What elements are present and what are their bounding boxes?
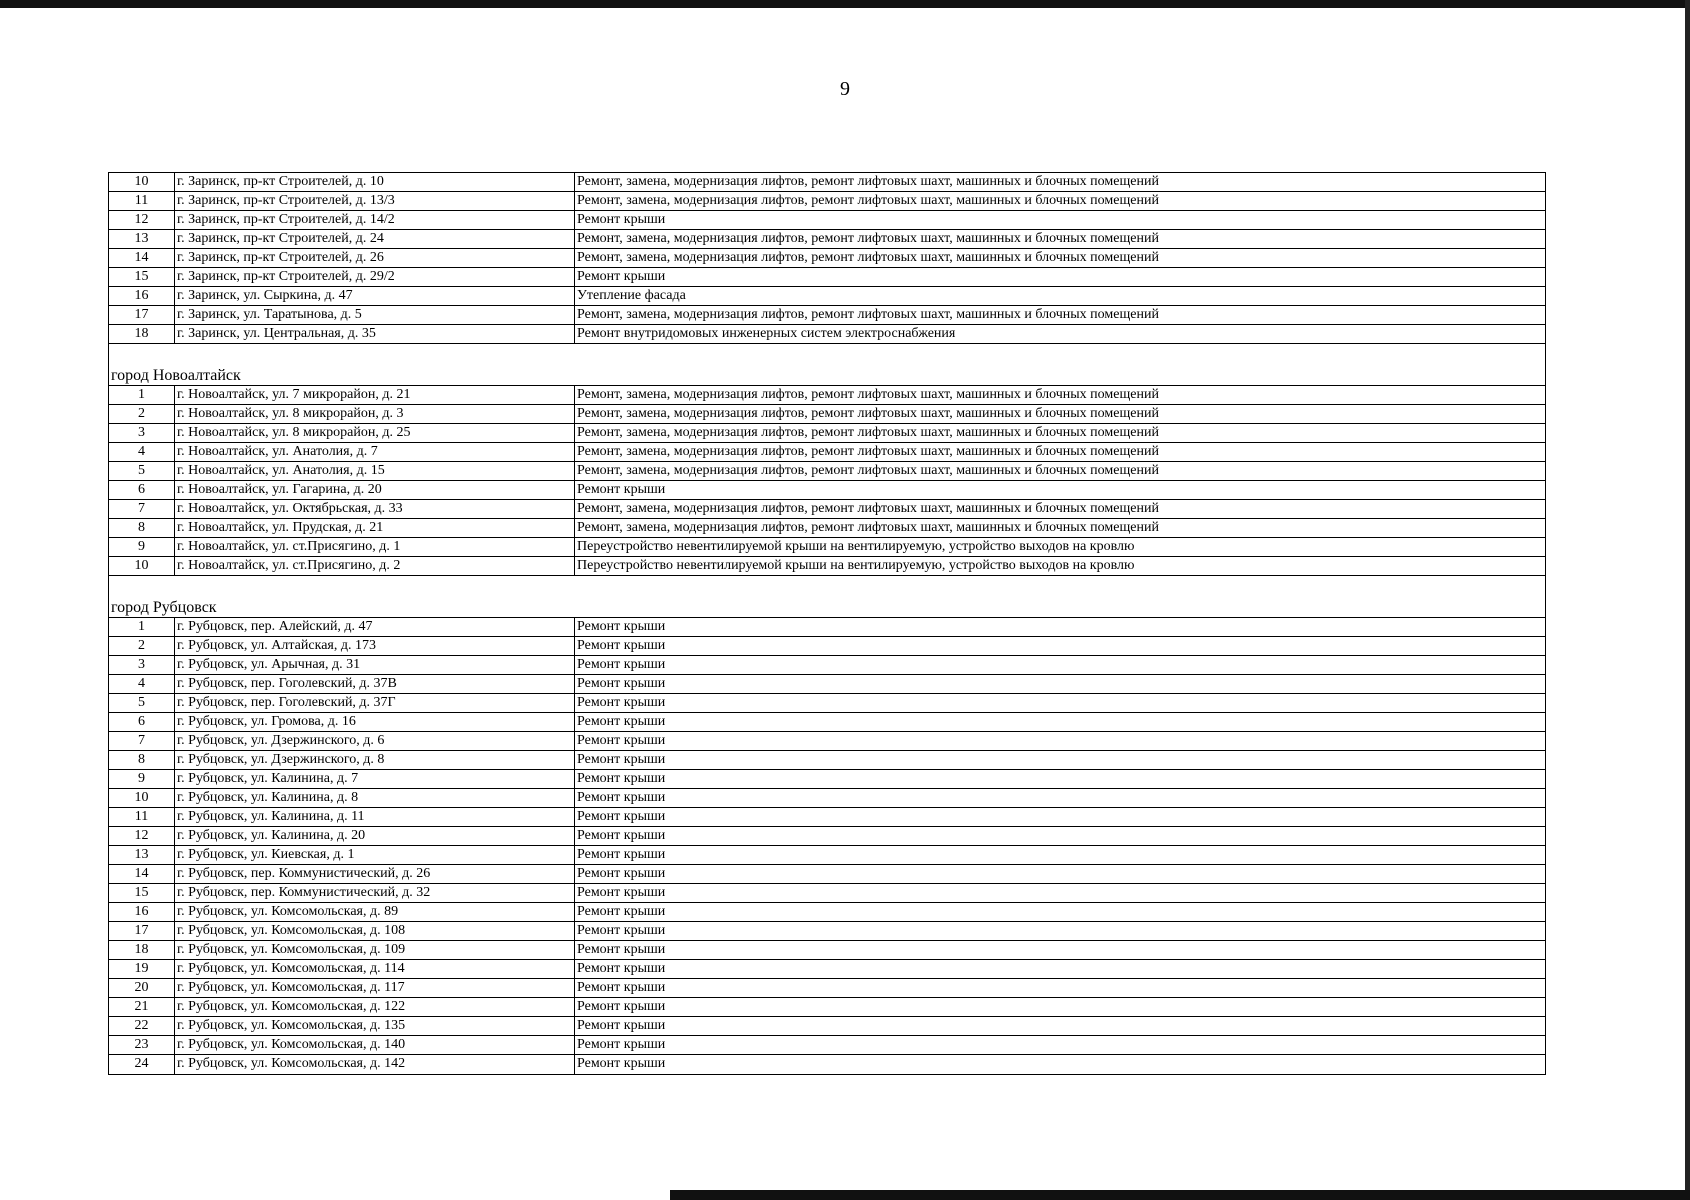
row-number: 23 (109, 1036, 175, 1054)
table-row (109, 884, 1545, 903)
row-work-type: Ремонт, замена, модернизация лифтов, ремонт лифтовых шахт, машинных и блочных помещений (577, 193, 1159, 208)
section-heading: город Новоалтайск (109, 365, 1545, 386)
table-row (109, 1036, 1545, 1055)
row-address: г. Рубцовск, ул. Комсомольская, д. 109 (175, 941, 575, 959)
row-number: 12 (109, 211, 175, 229)
row-address: г. Рубцовск, ул. Киевская, д. 1 (175, 846, 575, 864)
row-number: 14 (109, 249, 175, 267)
row-number: 18 (109, 325, 175, 343)
table-row (109, 675, 1545, 694)
table-row (109, 557, 1545, 576)
row-address: г. Рубцовск, ул. Калинина, д. 20 (175, 827, 575, 845)
table-row (109, 519, 1545, 538)
row-work-type: Ремонт, замена, модернизация лифтов, ремонт лифтовых шахт, машинных и блочных помещений (577, 307, 1159, 322)
table-row (109, 325, 1545, 344)
row-number: 11 (109, 192, 175, 210)
row-number: 9 (109, 538, 175, 556)
table-row (109, 960, 1545, 979)
row-number: 16 (109, 287, 175, 305)
row-work-type: Ремонт крыши (577, 1018, 666, 1033)
table-row (109, 1017, 1545, 1036)
table-row (109, 481, 1545, 500)
row-number: 15 (109, 884, 175, 902)
table-row (109, 173, 1545, 192)
table-row (109, 462, 1545, 481)
table-row (109, 865, 1545, 884)
row-work-type: Ремонт, замена, модернизация лифтов, ремонт лифтовых шахт, машинных и блочных помещений (577, 406, 1159, 421)
section-spacer (109, 576, 1545, 597)
row-address: г. Рубцовск, ул. Комсомольская, д. 142 (175, 1055, 575, 1074)
row-number: 20 (109, 979, 175, 997)
row-address: г. Рубцовск, ул. Комсомольская, д. 114 (175, 960, 575, 978)
table-row (109, 713, 1545, 732)
row-number: 6 (109, 713, 175, 731)
row-work-type: Ремонт крыши (577, 212, 666, 227)
row-number: 17 (109, 922, 175, 940)
row-work-type: Ремонт крыши (577, 999, 666, 1014)
row-address: г. Рубцовск, ул. Калинина, д. 8 (175, 789, 575, 807)
row-work-type: Ремонт крыши (577, 809, 666, 824)
row-work-type: Ремонт крыши (577, 752, 666, 767)
row-number: 10 (109, 557, 175, 575)
row-address: г. Новоалтайск, ул. 8 микрорайон, д. 3 (175, 405, 575, 423)
row-number: 24 (109, 1055, 175, 1074)
table-row (109, 751, 1545, 770)
table-row (109, 192, 1545, 211)
table-row (109, 268, 1545, 287)
table-row (109, 306, 1545, 325)
row-work-type: Переустройство невентилируемой крыши на вентилируемую, устройство выходов на кровлю (577, 558, 1135, 573)
row-address: г. Заринск, ул. Центральная, д. 35 (175, 325, 575, 343)
table-row (109, 386, 1545, 405)
row-number: 2 (109, 637, 175, 655)
row-work-type: Переустройство невентилируемой крыши на вентилируемую, устройство выходов на кровлю (577, 539, 1135, 554)
row-work-type: Ремонт, замена, модернизация лифтов, ремонт лифтовых шахт, машинных и блочных помещений (577, 387, 1159, 402)
row-work-type: Ремонт крыши (577, 619, 666, 634)
table-row (109, 808, 1545, 827)
row-number: 12 (109, 827, 175, 845)
table-row (109, 998, 1545, 1017)
section-spacer (109, 344, 1545, 365)
table-row (109, 424, 1545, 443)
row-work-type: Ремонт, замена, модернизация лифтов, ремонт лифтовых шахт, машинных и блочных помещений (577, 231, 1159, 246)
table-row (109, 500, 1545, 519)
row-work-type: Ремонт крыши (577, 980, 666, 995)
table-row (109, 443, 1545, 462)
row-address: г. Рубцовск, ул. Комсомольская, д. 117 (175, 979, 575, 997)
row-address: г. Рубцовск, ул. Комсомольская, д. 135 (175, 1017, 575, 1035)
row-work-type: Ремонт, замена, модернизация лифтов, ремонт лифтовых шахт, машинных и блочных помещений (577, 501, 1159, 516)
row-address: г. Заринск, ул. Таратынова, д. 5 (175, 306, 575, 324)
row-work-type: Ремонт крыши (577, 269, 666, 284)
row-address: г. Рубцовск, пер. Коммунистический, д. 32 (175, 884, 575, 902)
row-work-type: Ремонт крыши (577, 676, 666, 691)
row-work-type: Ремонт крыши (577, 714, 666, 729)
row-number: 9 (109, 770, 175, 788)
row-address: г. Рубцовск, пер. Гоголевский, д. 37В (175, 675, 575, 693)
table-row (109, 405, 1545, 424)
row-address: г. Рубцовск, ул. Алтайская, д. 173 (175, 637, 575, 655)
row-address: г. Рубцовск, ул. Арычная, д. 31 (175, 656, 575, 674)
row-work-type: Ремонт крыши (577, 1056, 666, 1071)
row-address: г. Рубцовск, ул. Комсомольская, д. 140 (175, 1036, 575, 1054)
row-number: 13 (109, 230, 175, 248)
row-address: г. Рубцовск, ул. Громова, д. 16 (175, 713, 575, 731)
row-work-type: Ремонт крыши (577, 1037, 666, 1052)
row-work-type: Ремонт, замена, модернизация лифтов, ремонт лифтовых шахт, машинных и блочных помещений (577, 463, 1159, 478)
row-work-type: Ремонт крыши (577, 866, 666, 881)
table-row (109, 1055, 1545, 1074)
row-address: г. Рубцовск, ул. Комсомольская, д. 108 (175, 922, 575, 940)
row-work-type: Ремонт крыши (577, 771, 666, 786)
row-work-type: Ремонт крыши (577, 638, 666, 653)
row-number: 11 (109, 808, 175, 826)
row-work-type: Ремонт крыши (577, 904, 666, 919)
row-number: 3 (109, 424, 175, 442)
table-row (109, 827, 1545, 846)
table-row (109, 979, 1545, 998)
section-heading: город Рубцовск (109, 597, 1545, 618)
row-number: 3 (109, 656, 175, 674)
row-work-type: Ремонт крыши (577, 885, 666, 900)
table-row (109, 656, 1545, 675)
table-row (109, 903, 1545, 922)
row-address: г. Рубцовск, ул. Калинина, д. 11 (175, 808, 575, 826)
row-address: г. Рубцовск, ул. Комсомольская, д. 122 (175, 998, 575, 1016)
table-row (109, 637, 1545, 656)
scan-border-right (1685, 0, 1690, 1200)
row-address: г. Рубцовск, ул. Дзержинского, д. 8 (175, 751, 575, 769)
table-row (109, 287, 1545, 306)
row-number: 10 (109, 173, 175, 191)
row-number: 7 (109, 732, 175, 750)
row-address: г. Новоалтайск, ул. ст.Присягино, д. 1 (175, 538, 575, 556)
row-number: 8 (109, 751, 175, 769)
row-address: г. Новоалтайск, ул. 8 микрорайон, д. 25 (175, 424, 575, 442)
row-number: 16 (109, 903, 175, 921)
row-address: г. Новоалтайск, ул. Анатолия, д. 15 (175, 462, 575, 480)
row-work-type: Ремонт крыши (577, 733, 666, 748)
table-row (109, 789, 1545, 808)
row-address: г. Заринск, пр-кт Строителей, д. 13/3 (175, 192, 575, 210)
row-work-type: Ремонт, замена, модернизация лифтов, ремонт лифтовых шахт, машинных и блочных помещений (577, 444, 1159, 459)
table-row (109, 846, 1545, 865)
row-work-type: Ремонт крыши (577, 847, 666, 862)
table-row (109, 249, 1545, 268)
row-number: 1 (109, 618, 175, 636)
row-work-type: Ремонт крыши (577, 482, 666, 497)
row-address: г. Новоалтайск, ул. Анатолия, д. 7 (175, 443, 575, 461)
row-work-type: Ремонт крыши (577, 923, 666, 938)
table-row (109, 230, 1545, 249)
row-work-type: Ремонт крыши (577, 961, 666, 976)
row-address: г. Рубцовск, пер. Гоголевский, д. 37Г (175, 694, 575, 712)
table-row (109, 538, 1545, 557)
row-work-type: Ремонт крыши (577, 657, 666, 672)
row-address: г. Заринск, пр-кт Строителей, д. 24 (175, 230, 575, 248)
table-row (109, 922, 1545, 941)
row-work-type: Ремонт крыши (577, 828, 666, 843)
row-work-type: Утепление фасада (577, 288, 686, 303)
row-work-type: Ремонт, замена, модернизация лифтов, ремонт лифтовых шахт, машинных и блочных помещений (577, 520, 1159, 535)
row-number: 5 (109, 694, 175, 712)
row-work-type: Ремонт внутридомовых инженерных систем электроснабжения (577, 326, 956, 341)
scan-border-top (0, 0, 1690, 8)
row-number: 14 (109, 865, 175, 883)
row-number: 13 (109, 846, 175, 864)
row-address: г. Новоалтайск, ул. Октябрьская, д. 33 (175, 500, 575, 518)
row-number: 17 (109, 306, 175, 324)
row-address: г. Новоалтайск, ул. Гагарина, д. 20 (175, 481, 575, 499)
scan-border-bottom (670, 1190, 1690, 1200)
table-row (109, 211, 1545, 230)
row-number: 10 (109, 789, 175, 807)
row-address: г. Рубцовск, пер. Коммунистический, д. 26 (175, 865, 575, 883)
row-number: 4 (109, 443, 175, 461)
row-number: 15 (109, 268, 175, 286)
row-address: г. Заринск, пр-кт Строителей, д. 29/2 (175, 268, 575, 286)
row-number: 6 (109, 481, 175, 499)
row-address: г. Заринск, ул. Сыркина, д. 47 (175, 287, 575, 305)
row-number: 1 (109, 386, 175, 404)
row-address: г. Заринск, пр-кт Строителей, д. 10 (175, 173, 575, 191)
row-address: г. Рубцовск, ул. Комсомольская, д. 89 (175, 903, 575, 921)
table-row (109, 618, 1545, 637)
row-address: г. Новоалтайск, ул. 7 микрорайон, д. 21 (175, 386, 575, 404)
row-work-type: Ремонт крыши (577, 695, 666, 710)
row-address: г. Рубцовск, ул. Калинина, д. 7 (175, 770, 575, 788)
row-number: 8 (109, 519, 175, 537)
table-row (109, 694, 1545, 713)
row-number: 5 (109, 462, 175, 480)
row-number: 4 (109, 675, 175, 693)
page-number: 9 (840, 78, 850, 100)
row-work-type: Ремонт, замена, модернизация лифтов, ремонт лифтовых шахт, машинных и блочных помещений (577, 425, 1159, 440)
row-number: 18 (109, 941, 175, 959)
table-row (109, 941, 1545, 960)
row-work-type: Ремонт крыши (577, 790, 666, 805)
repair-register-table (108, 172, 1546, 1075)
row-address: г. Заринск, пр-кт Строителей, д. 14/2 (175, 211, 575, 229)
table-row (109, 770, 1545, 789)
row-number: 2 (109, 405, 175, 423)
row-address: г. Рубцовск, ул. Дзержинского, д. 6 (175, 732, 575, 750)
row-work-type: Ремонт, замена, модернизация лифтов, ремонт лифтовых шахт, машинных и блочных помещений (577, 250, 1159, 265)
row-work-type: Ремонт крыши (577, 942, 666, 957)
row-address: г. Новоалтайск, ул. Прудская, д. 21 (175, 519, 575, 537)
row-address: г. Заринск, пр-кт Строителей, д. 26 (175, 249, 575, 267)
row-number: 7 (109, 500, 175, 518)
row-number: 21 (109, 998, 175, 1016)
row-work-type: Ремонт, замена, модернизация лифтов, ремонт лифтовых шахт, машинных и блочных помещений (577, 174, 1159, 189)
row-address: г. Новоалтайск, ул. ст.Присягино, д. 2 (175, 557, 575, 575)
row-number: 19 (109, 960, 175, 978)
table-row (109, 732, 1545, 751)
row-number: 22 (109, 1017, 175, 1035)
row-address: г. Рубцовск, пер. Алейский, д. 47 (175, 618, 575, 636)
